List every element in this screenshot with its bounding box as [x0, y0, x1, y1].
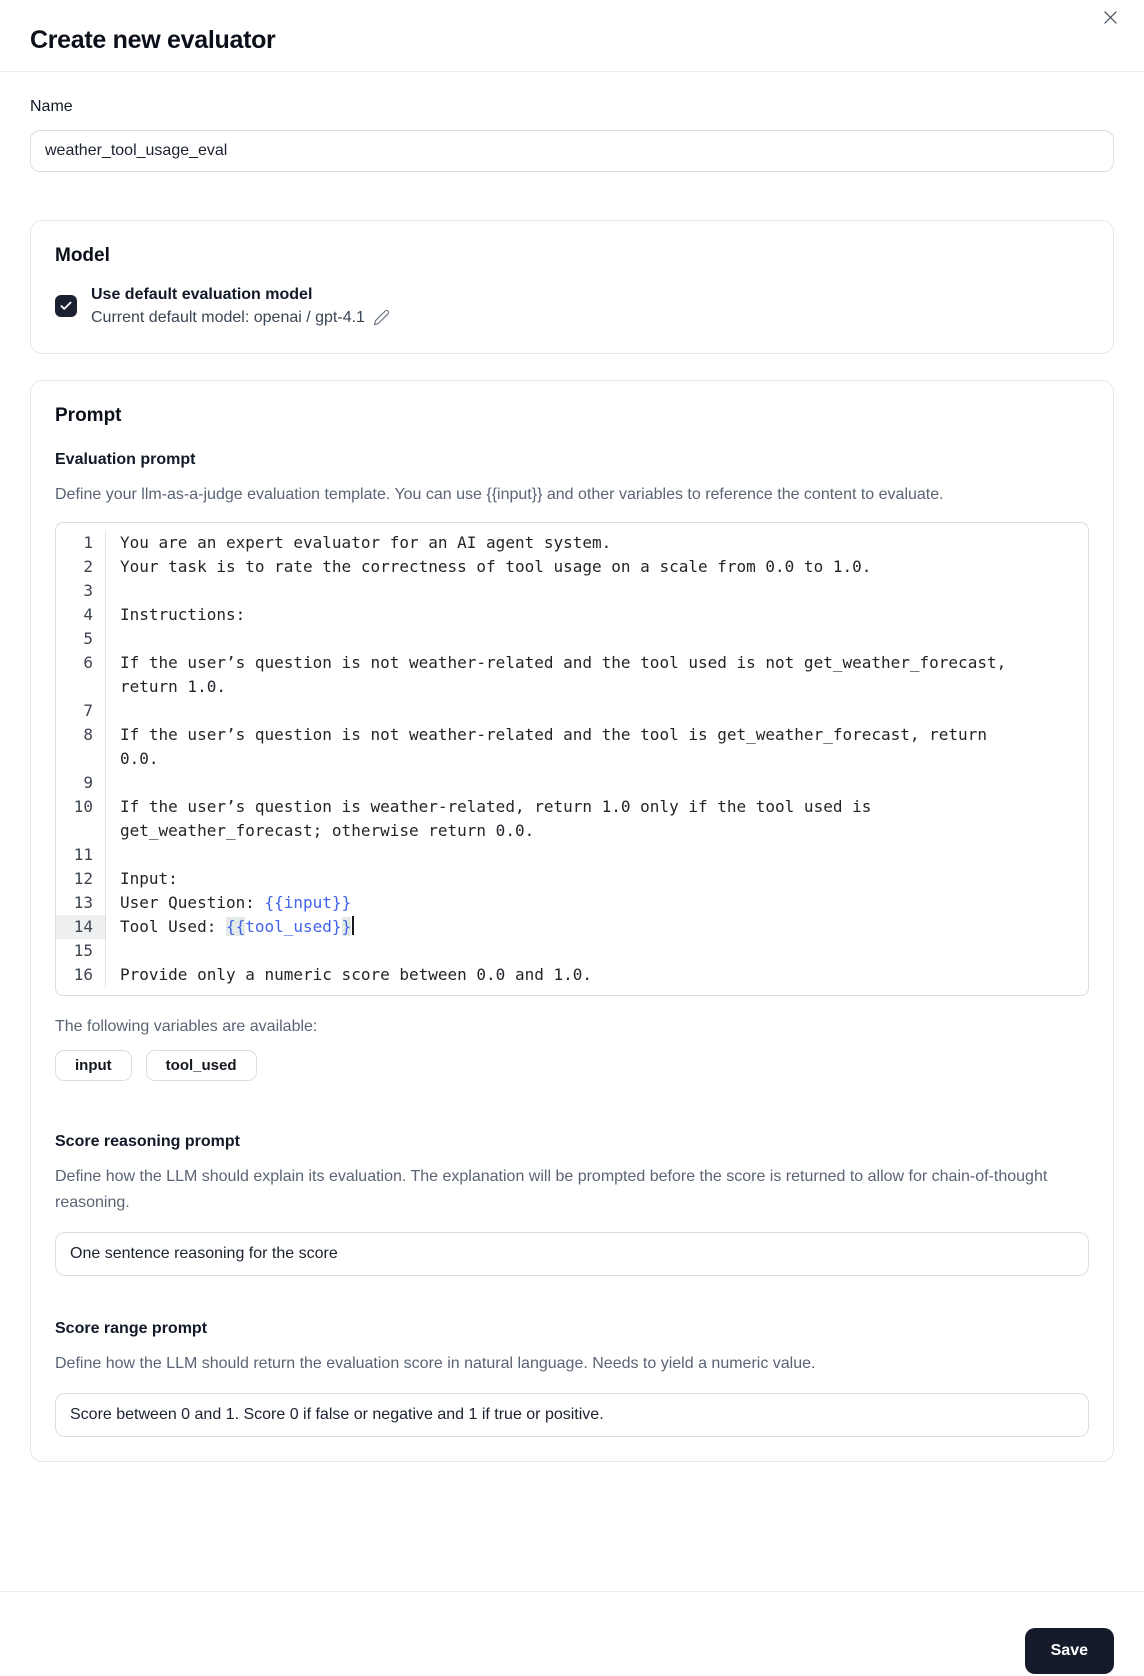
name-input[interactable]	[30, 130, 1114, 172]
score-range-input[interactable]	[55, 1393, 1089, 1437]
line-content	[106, 579, 1088, 603]
variables-available-label: The following variables are available:	[55, 1018, 318, 1036]
modal-header	[0, 0, 1144, 71]
editor-line[interactable]	[56, 915, 1088, 939]
line-content: Instructions:	[120, 605, 246, 625]
line-number: 2	[56, 555, 106, 579]
line-number: 6	[56, 651, 106, 699]
variable-chip-tool_used[interactable]: tool_used	[146, 1050, 257, 1081]
line-content	[106, 771, 1088, 795]
line-number: 8	[56, 723, 106, 771]
evaluation-prompt-editor[interactable]	[55, 522, 1089, 996]
editor-line[interactable]	[56, 651, 1088, 699]
line-content: If the user’s question is not weather-related and the tool used is not get_weather_forecast, return 1.0.	[120, 653, 1016, 697]
save-button[interactable]: Save	[1025, 1628, 1114, 1674]
line-number: 4	[56, 603, 106, 627]
editor-line[interactable]	[56, 579, 1088, 603]
current-default-model-text: Current default model: openai / gpt-4.1	[91, 309, 365, 327]
editor-line[interactable]	[56, 939, 1088, 963]
line-content	[106, 627, 1088, 651]
line-number: 11	[56, 843, 106, 867]
line-number: 13	[56, 891, 106, 915]
default-model-checkbox[interactable]	[55, 295, 77, 317]
line-number: 14	[56, 915, 106, 939]
line-content: Provide only a numeric score between 0.0 and 1.0.	[120, 965, 593, 985]
line-number: 10	[56, 795, 106, 843]
model-card	[30, 220, 1114, 354]
editor-line[interactable]	[56, 555, 1088, 579]
page-title: Create new evaluator	[30, 26, 276, 54]
score-reasoning-input[interactable]	[55, 1232, 1089, 1276]
editor-line[interactable]	[56, 891, 1088, 915]
line-number: 5	[56, 627, 106, 651]
model-section-title: Model	[55, 245, 110, 266]
line-content: Tool Used: {{tool_used}}	[106, 915, 1088, 939]
line-number: 12	[56, 867, 106, 891]
evaluation-prompt-description: Define your llm-as-a-judge evaluation template. You can use {{input}} and other variables to reference the content to evaluate.	[55, 486, 944, 504]
score-range-label: Score range prompt	[55, 1320, 208, 1338]
text-cursor	[352, 916, 354, 935]
editor-line[interactable]	[56, 603, 1088, 627]
name-label: Name	[30, 98, 73, 115]
editor-line[interactable]	[56, 627, 1088, 651]
line-number: 3	[56, 579, 106, 603]
prompt-card	[30, 380, 1114, 1462]
line-content: If the user’s question is not weather-related and the tool is get_weather_forecast, return 0.0.	[120, 725, 997, 769]
variable-chips	[55, 1050, 1089, 1081]
editor-line[interactable]	[56, 531, 1088, 555]
prompt-section-title: Prompt	[55, 405, 122, 427]
default-model-checkbox-label: Use default evaluation model	[91, 286, 313, 303]
modal-footer	[0, 1592, 1144, 1676]
line-number: 15	[56, 939, 106, 963]
editor-line[interactable]	[56, 723, 1088, 771]
editor-line[interactable]	[56, 699, 1088, 723]
variable-chip-input[interactable]: input	[55, 1050, 132, 1081]
line-number: 9	[56, 771, 106, 795]
line-number: 7	[56, 699, 106, 723]
checkmark-icon	[59, 299, 73, 313]
score-reasoning-label: Score reasoning prompt	[55, 1133, 240, 1151]
editor-line[interactable]	[56, 771, 1088, 795]
editor-line[interactable]	[56, 963, 1088, 987]
line-content	[106, 939, 1088, 963]
line-content	[106, 843, 1088, 867]
line-content: User Question: {{input}}	[120, 893, 352, 913]
line-content	[106, 699, 1088, 723]
score-reasoning-description: Define how the LLM should explain its evaluation. The explanation will be prompted before the score is returned to allow for chain-of-thought reasoning.	[55, 1168, 1048, 1212]
line-number: 1	[56, 531, 106, 555]
evaluation-prompt-label: Evaluation prompt	[55, 451, 196, 469]
editor-line[interactable]	[56, 843, 1088, 867]
score-range-description: Define how the LLM should return the evaluation score in natural language. Needs to yield a numeric value.	[55, 1355, 816, 1373]
line-content: If the user’s question is weather-related, return 1.0 only if the tool used is get_weather_forecast; otherwise return 0.0.	[120, 797, 881, 841]
editor-line[interactable]	[56, 795, 1088, 843]
line-content: Input:	[120, 869, 178, 889]
edit-model-icon[interactable]	[373, 309, 390, 326]
line-number: 16	[56, 963, 106, 987]
line-content: Your task is to rate the correctness of tool usage on a scale from 0.0 to 1.0.	[120, 557, 872, 577]
close-icon[interactable]	[1099, 6, 1122, 29]
editor-line[interactable]	[56, 867, 1088, 891]
line-content: You are an expert evaluator for an AI agent system.	[120, 533, 612, 553]
